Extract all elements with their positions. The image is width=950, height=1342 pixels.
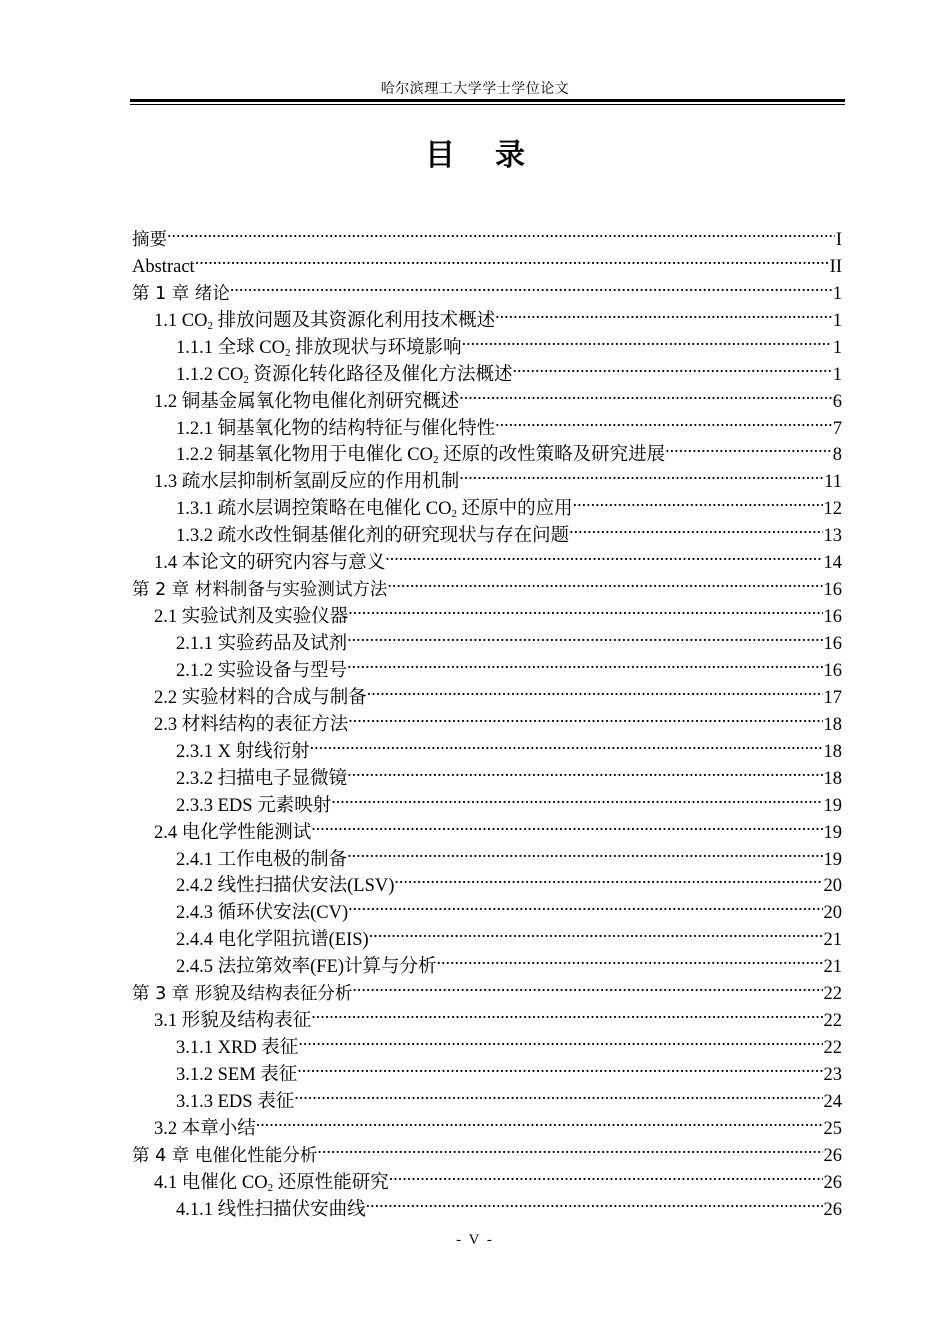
toc-entry-page: 26 <box>823 1172 842 1193</box>
dot-leader <box>311 811 822 838</box>
toc-entry-page: 19 <box>823 849 842 870</box>
dot-leader <box>387 568 822 595</box>
toc-entry-page: 20 <box>823 876 842 897</box>
toc-entry-page: 13 <box>823 526 842 547</box>
dot-leader <box>317 1134 822 1161</box>
dot-leader <box>352 972 822 999</box>
toc-entry[interactable] <box>132 218 842 250</box>
toc-entry-title: 3.1 形貌及结构表征 <box>154 1011 312 1032</box>
toc-entry-page: 26 <box>823 1199 842 1220</box>
toc-entry-page: 17 <box>823 687 842 708</box>
toc-entry-title: Abstract <box>132 256 195 277</box>
toc-entry-title: 2.3.1 X 射线衍射 <box>176 741 310 762</box>
toc-entry-page: 11 <box>824 472 842 493</box>
toc-entry-page: 18 <box>823 741 842 762</box>
toc-entry-page: 7 <box>832 418 842 439</box>
dot-leader <box>394 865 822 892</box>
toc-entry-title: 2.4.2 线性扫描伏安法(LSV) <box>176 876 395 897</box>
dot-leader <box>347 649 822 676</box>
toc-entry-title: 2.2 实验材料的合成与制备 <box>154 687 367 708</box>
dot-leader <box>230 272 832 299</box>
toc-entry[interactable] <box>132 245 842 277</box>
dot-leader <box>369 918 823 945</box>
dot-leader <box>347 757 822 784</box>
header-rule-thick <box>130 99 845 102</box>
dot-leader <box>495 299 832 326</box>
toc-entry-title: 4.1.1 线性扫描伏安曲线 <box>176 1199 366 1220</box>
dot-leader <box>310 730 823 757</box>
toc-entry-title: 1.4 本论文的研究内容与意义 <box>154 553 386 574</box>
toc-entry-page: 22 <box>823 984 842 1005</box>
toc-entry-page: 26 <box>823 1145 842 1166</box>
toc-entry-title: 2.3 材料结构的表征方法 <box>154 714 349 735</box>
toc-entry-title: 2.4.5 法拉第效率(FE)计算与分析 <box>176 957 437 978</box>
toc-entry-page: 1 <box>832 337 842 358</box>
header-rule-thin <box>130 104 845 105</box>
toc-entry-title: 第 1 章 绪论 <box>132 283 230 304</box>
dot-leader <box>297 1053 822 1080</box>
dot-leader <box>459 460 823 487</box>
toc-entry-title: 3.1.1 XRD 表征 <box>176 1038 299 1059</box>
toc-entry-page: 18 <box>823 714 842 735</box>
toc-entry-title: 2.1.2 实验设备与型号 <box>176 660 348 681</box>
toc-entry-page: 19 <box>823 795 842 816</box>
dot-leader <box>195 245 829 272</box>
toc-entry-title: 1.1.2 $CO_2$ 资源化转化路径及催化方法概述 <box>176 364 513 386</box>
dot-leader <box>569 514 822 541</box>
dot-leader <box>459 380 831 407</box>
toc-entry-page: 8 <box>832 445 842 466</box>
toc-entry-page: 23 <box>823 1065 842 1085</box>
toc-entry-title: 1.2 铜基金属氧化物电催化剂研究概述 <box>154 391 460 412</box>
toc-entry-page: 12 <box>823 499 842 520</box>
toc-entry-title: 1.2.2 铜基氧化物用于电催化 $CO_2$ 还原的改性策略及研究进展 <box>176 445 666 467</box>
toc-entry-title: 3.2 本章小结 <box>154 1118 256 1139</box>
toc-entry-title: 2.4.1 工作电极的制备 <box>176 849 348 870</box>
toc-entry-title: 1.3.2 疏水改性铜基催化剂的研究现状与存在问题 <box>176 526 570 547</box>
toc-entry-page: 18 <box>823 768 842 789</box>
toc-entry-title: 第 3 章 形貌及结构表征分析 <box>132 984 353 1005</box>
toc-entry-title: 2.4.4 电化学阻抗谱(EIS) <box>176 930 369 951</box>
dot-leader <box>331 784 822 811</box>
toc-entry-title: 1.1.1 全球 $CO_2$ 排放现状与环境影响 <box>176 337 462 359</box>
toc-entry-title: 2.1 实验试剂及实验仪器 <box>154 607 349 628</box>
dot-leader <box>385 541 822 568</box>
dot-leader <box>389 1161 823 1188</box>
dot-leader <box>495 407 832 434</box>
toc-entry-title: 1.3 疏水层抑制析氢副反应的作用机制 <box>154 472 460 493</box>
toc-entry-page: 14 <box>823 553 842 574</box>
toc-entry-page: 16 <box>823 634 842 654</box>
dot-leader <box>294 1080 822 1107</box>
dot-leader <box>347 838 822 865</box>
page-number: - V - <box>456 1232 494 1248</box>
toc-entry-page: 24 <box>823 1091 842 1112</box>
toc-entry[interactable] <box>132 272 842 304</box>
toc-entry-title: 摘要 <box>132 229 167 250</box>
toc-entry-title: 2.3.2 扫描电子显微镜 <box>176 768 348 789</box>
dot-leader <box>348 595 822 622</box>
toc-entry-page: 16 <box>823 607 842 628</box>
toc-entry-title: 2.1.1 实验药品及试剂 <box>176 634 348 654</box>
toc-entry-title: 2.3.3 EDS 元素映射 <box>176 795 332 816</box>
toc-entry-page: 21 <box>823 957 842 978</box>
toc-entry-page: 16 <box>823 580 842 601</box>
toc-entry-title: 2.4.3 循环伏安法(CV) <box>176 903 349 924</box>
toc-entry-title: 3.1.3 EDS 表征 <box>176 1091 295 1112</box>
toc-entry[interactable] <box>132 299 842 332</box>
toc-entry-title: 1.1 $CO_2$ 排放问题及其资源化利用技术概述 <box>154 310 496 332</box>
toc-entry-title: 第 4 章 电催化性能分析 <box>132 1145 318 1166</box>
toc-entry-page: 20 <box>823 903 842 924</box>
running-header: 哈尔滨理工大学学士学位论文 <box>380 82 570 97</box>
dot-leader <box>367 676 823 703</box>
toc-entry-page: II <box>829 256 842 277</box>
toc-entry-page: I <box>835 229 842 250</box>
dot-leader <box>256 1107 823 1134</box>
toc-entry-page: 16 <box>823 660 842 681</box>
dot-leader <box>462 326 832 353</box>
dot-leader <box>347 622 822 649</box>
toc-entry-title: 3.1.2 SEM 表征 <box>176 1065 298 1085</box>
toc-entry-page: 21 <box>823 930 842 951</box>
toc-title-char-1: 目 <box>425 138 455 173</box>
toc-list <box>132 218 842 1220</box>
toc-entry-page: 1 <box>832 283 842 304</box>
dot-leader <box>311 999 822 1026</box>
toc-entry-page: 25 <box>823 1118 842 1139</box>
dot-leader <box>348 703 822 730</box>
dot-leader <box>437 945 823 972</box>
toc-title-char-2: 录 <box>495 138 525 173</box>
toc-entry-title: 1.3.1 疏水层调控策略在电催化 $CO_2$ 还原中的应用 <box>176 499 573 521</box>
dot-leader <box>512 353 831 380</box>
toc-entry-page: 22 <box>823 1038 842 1059</box>
toc-entry-title: 1.2.1 铜基氧化物的结构特征与催化特性 <box>176 418 496 439</box>
toc-entry-title: 2.4 电化学性能测试 <box>154 822 312 843</box>
dot-leader <box>573 487 823 514</box>
dot-leader <box>348 891 822 918</box>
toc-entry-page: 6 <box>832 391 842 412</box>
toc-entry-title: 第 2 章 材料制备与实验测试方法 <box>132 580 388 601</box>
toc-entry-title: 4.1 电催化 $CO_2$ 还原性能研究 <box>154 1172 389 1194</box>
toc-entry-page: 1 <box>832 364 842 385</box>
toc-entry-page: 22 <box>823 1011 842 1032</box>
dot-leader <box>665 434 832 461</box>
toc-entry-page: 19 <box>823 822 842 843</box>
toc-title <box>0 130 950 174</box>
dot-leader <box>366 1188 823 1215</box>
dot-leader <box>167 218 835 245</box>
dot-leader <box>298 1026 822 1053</box>
toc-entry-page: 1 <box>832 310 842 331</box>
